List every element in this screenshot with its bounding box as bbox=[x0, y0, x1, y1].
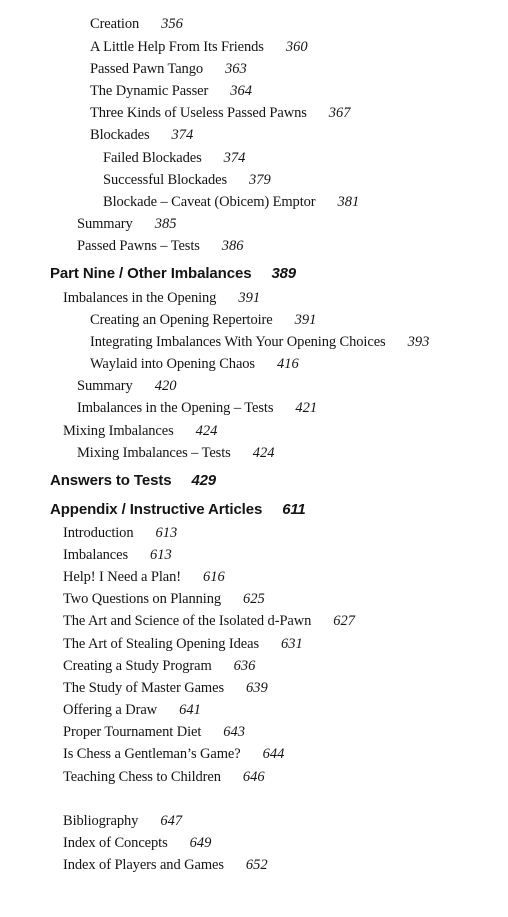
toc-entry bbox=[77, 213, 176, 235]
toc-entry-page: 625 bbox=[243, 591, 265, 607]
toc-entry-title: The Dynamic Passer bbox=[90, 83, 209, 99]
toc-entry-page: 639 bbox=[246, 680, 268, 696]
toc-entry-title: Index of Players and Games bbox=[63, 857, 224, 873]
toc-entry-page: 613 bbox=[150, 547, 172, 563]
toc-entry-page: 613 bbox=[155, 525, 178, 541]
toc-entry-title: Mixing Imbalances – Tests bbox=[77, 445, 231, 461]
toc-entry-title: Passed Pawns – Tests bbox=[77, 238, 200, 254]
toc-entry bbox=[63, 677, 268, 699]
toc-part-title: Part Nine / Other Imbalances bbox=[50, 265, 252, 282]
toc-entry-page: 627 bbox=[333, 613, 356, 629]
toc-entry-title: Blockade – Caveat (Obicem) Emptor bbox=[103, 194, 316, 210]
toc-entry-title: Imbalances in the Opening – Tests bbox=[77, 400, 274, 416]
toc-entry-page: 636 bbox=[233, 658, 256, 674]
toc-entry-title: Creation bbox=[90, 16, 140, 32]
toc-entry-page: 356 bbox=[161, 16, 183, 32]
toc-entry bbox=[63, 655, 255, 677]
toc-entry bbox=[90, 80, 252, 102]
toc-entry bbox=[63, 420, 217, 442]
toc-entry bbox=[63, 287, 260, 309]
toc-entry bbox=[77, 235, 244, 257]
toc-entry bbox=[63, 810, 182, 832]
toc-entry-page: 385 bbox=[154, 216, 177, 232]
toc-part-title: Answers to Tests bbox=[50, 472, 172, 489]
toc-entry-title: Creating a Study Program bbox=[63, 658, 212, 674]
toc-entry-title: Three Kinds of Useless Passed Pawns bbox=[90, 105, 307, 121]
toc-entry-title: The Study of Master Games bbox=[63, 680, 224, 696]
toc-entry-title: Failed Blockades bbox=[103, 150, 202, 166]
toc-entry-title: Imbalances in the Opening bbox=[63, 290, 217, 306]
toc-entry-title: Creating an Opening Repertoire bbox=[90, 312, 273, 328]
toc-entry-title: Teaching Chess to Children bbox=[63, 769, 221, 785]
toc-entry bbox=[90, 331, 429, 353]
toc-entry-page: 379 bbox=[249, 172, 271, 188]
toc-entry-title: A Little Help From Its Friends bbox=[90, 39, 264, 55]
toc-entry bbox=[63, 566, 225, 588]
toc-entry bbox=[90, 102, 351, 124]
toc-entry bbox=[63, 699, 201, 721]
toc-entry bbox=[90, 309, 316, 331]
toc-entry-page: 424 bbox=[252, 445, 275, 461]
toc-entry-title: Imbalances bbox=[63, 547, 129, 563]
toc-entry-title: Blockades bbox=[90, 127, 150, 143]
toc-entry-page: 652 bbox=[245, 857, 268, 873]
toc-entry bbox=[63, 854, 268, 876]
toc-entry bbox=[77, 397, 317, 419]
toc-entry-title: Introduction bbox=[63, 525, 134, 541]
toc-entry-page: 374 bbox=[223, 150, 246, 166]
toc-entry-title: Mixing Imbalances bbox=[63, 423, 174, 439]
toc-entry-page: 646 bbox=[242, 769, 265, 785]
toc-entry-page: 393 bbox=[407, 334, 430, 350]
toc-entry bbox=[63, 743, 284, 765]
toc-entry-page: 391 bbox=[238, 290, 261, 306]
toc-entry bbox=[90, 58, 247, 80]
toc-entry-title: Offering a Draw bbox=[63, 702, 158, 718]
toc-entry-page: 367 bbox=[328, 105, 351, 121]
toc-entry-page: 643 bbox=[223, 724, 246, 740]
toc-part-heading bbox=[50, 499, 306, 521]
toc-entry bbox=[77, 442, 274, 464]
toc-entry bbox=[77, 375, 176, 397]
toc-entry-title: The Art of Stealing Opening Ideas bbox=[63, 636, 260, 652]
toc-entry bbox=[103, 169, 271, 191]
toc-entry bbox=[63, 633, 303, 655]
toc-entry-title: Help! I Need a Plan! bbox=[63, 569, 181, 585]
toc-entry-title: Successful Blockades bbox=[103, 172, 228, 188]
toc-entry-page: 631 bbox=[281, 636, 303, 652]
toc-part-heading bbox=[50, 470, 216, 492]
toc-part-page: 429 bbox=[191, 472, 216, 489]
toc-part-title: Appendix / Instructive Articles bbox=[50, 501, 263, 518]
toc-entry-page: 363 bbox=[225, 61, 247, 77]
toc-entry-title: Index of Concepts bbox=[63, 835, 168, 851]
toc-entry-title: Passed Pawn Tango bbox=[90, 61, 204, 77]
toc-entry bbox=[63, 522, 177, 544]
toc-entry-page: 647 bbox=[160, 813, 183, 829]
toc-entry bbox=[63, 721, 245, 743]
toc-entry-page: 644 bbox=[262, 746, 285, 762]
toc-entry bbox=[63, 588, 265, 610]
toc-entry bbox=[103, 191, 359, 213]
toc-entry bbox=[90, 353, 299, 375]
toc-entry-page: 649 bbox=[189, 835, 212, 851]
toc-entry bbox=[90, 124, 193, 146]
toc-entry bbox=[63, 766, 265, 788]
toc-entry bbox=[103, 147, 245, 169]
toc-entry-title: Summary bbox=[77, 378, 133, 394]
toc-entry-page: 374 bbox=[171, 127, 194, 143]
toc-entry-page: 364 bbox=[230, 83, 252, 99]
toc-entry bbox=[90, 13, 183, 35]
toc-part-page: 389 bbox=[271, 265, 296, 282]
toc-entry-page: 641 bbox=[179, 702, 201, 718]
toc-entry-page: 616 bbox=[202, 569, 225, 585]
toc-entry-page: 386 bbox=[221, 238, 244, 254]
toc-entry-page: 420 bbox=[154, 378, 177, 394]
toc-entry-page: 424 bbox=[195, 423, 218, 439]
toc-entry-title: Integrating Imbalances With Your Opening Choices bbox=[90, 334, 386, 350]
toc-entry bbox=[63, 610, 355, 632]
toc-part-page: 611 bbox=[282, 501, 306, 518]
toc-entry bbox=[63, 832, 211, 854]
toc-entry-title: Summary bbox=[77, 216, 133, 232]
toc-part-heading bbox=[50, 263, 296, 285]
toc-entry-page: 416 bbox=[276, 356, 299, 372]
toc-entry-page: 391 bbox=[294, 312, 317, 328]
toc-entry-title: Waylaid into Opening Chaos bbox=[90, 356, 255, 372]
toc-entry-title: Two Questions on Planning bbox=[63, 591, 221, 607]
toc-entry-title: Is Chess a Gentleman’s Game? bbox=[63, 746, 241, 762]
toc-entry bbox=[90, 36, 308, 58]
toc-entry-page: 421 bbox=[295, 400, 318, 416]
toc-entry-title: The Art and Science of the Isolated d-Pawn bbox=[63, 613, 312, 629]
toc-entry-page: 381 bbox=[337, 194, 360, 210]
toc-entry-title: Bibliography bbox=[63, 813, 139, 829]
toc-entry-page: 360 bbox=[285, 39, 308, 55]
toc-entry bbox=[63, 544, 172, 566]
toc-entry-title: Proper Tournament Diet bbox=[63, 724, 202, 740]
